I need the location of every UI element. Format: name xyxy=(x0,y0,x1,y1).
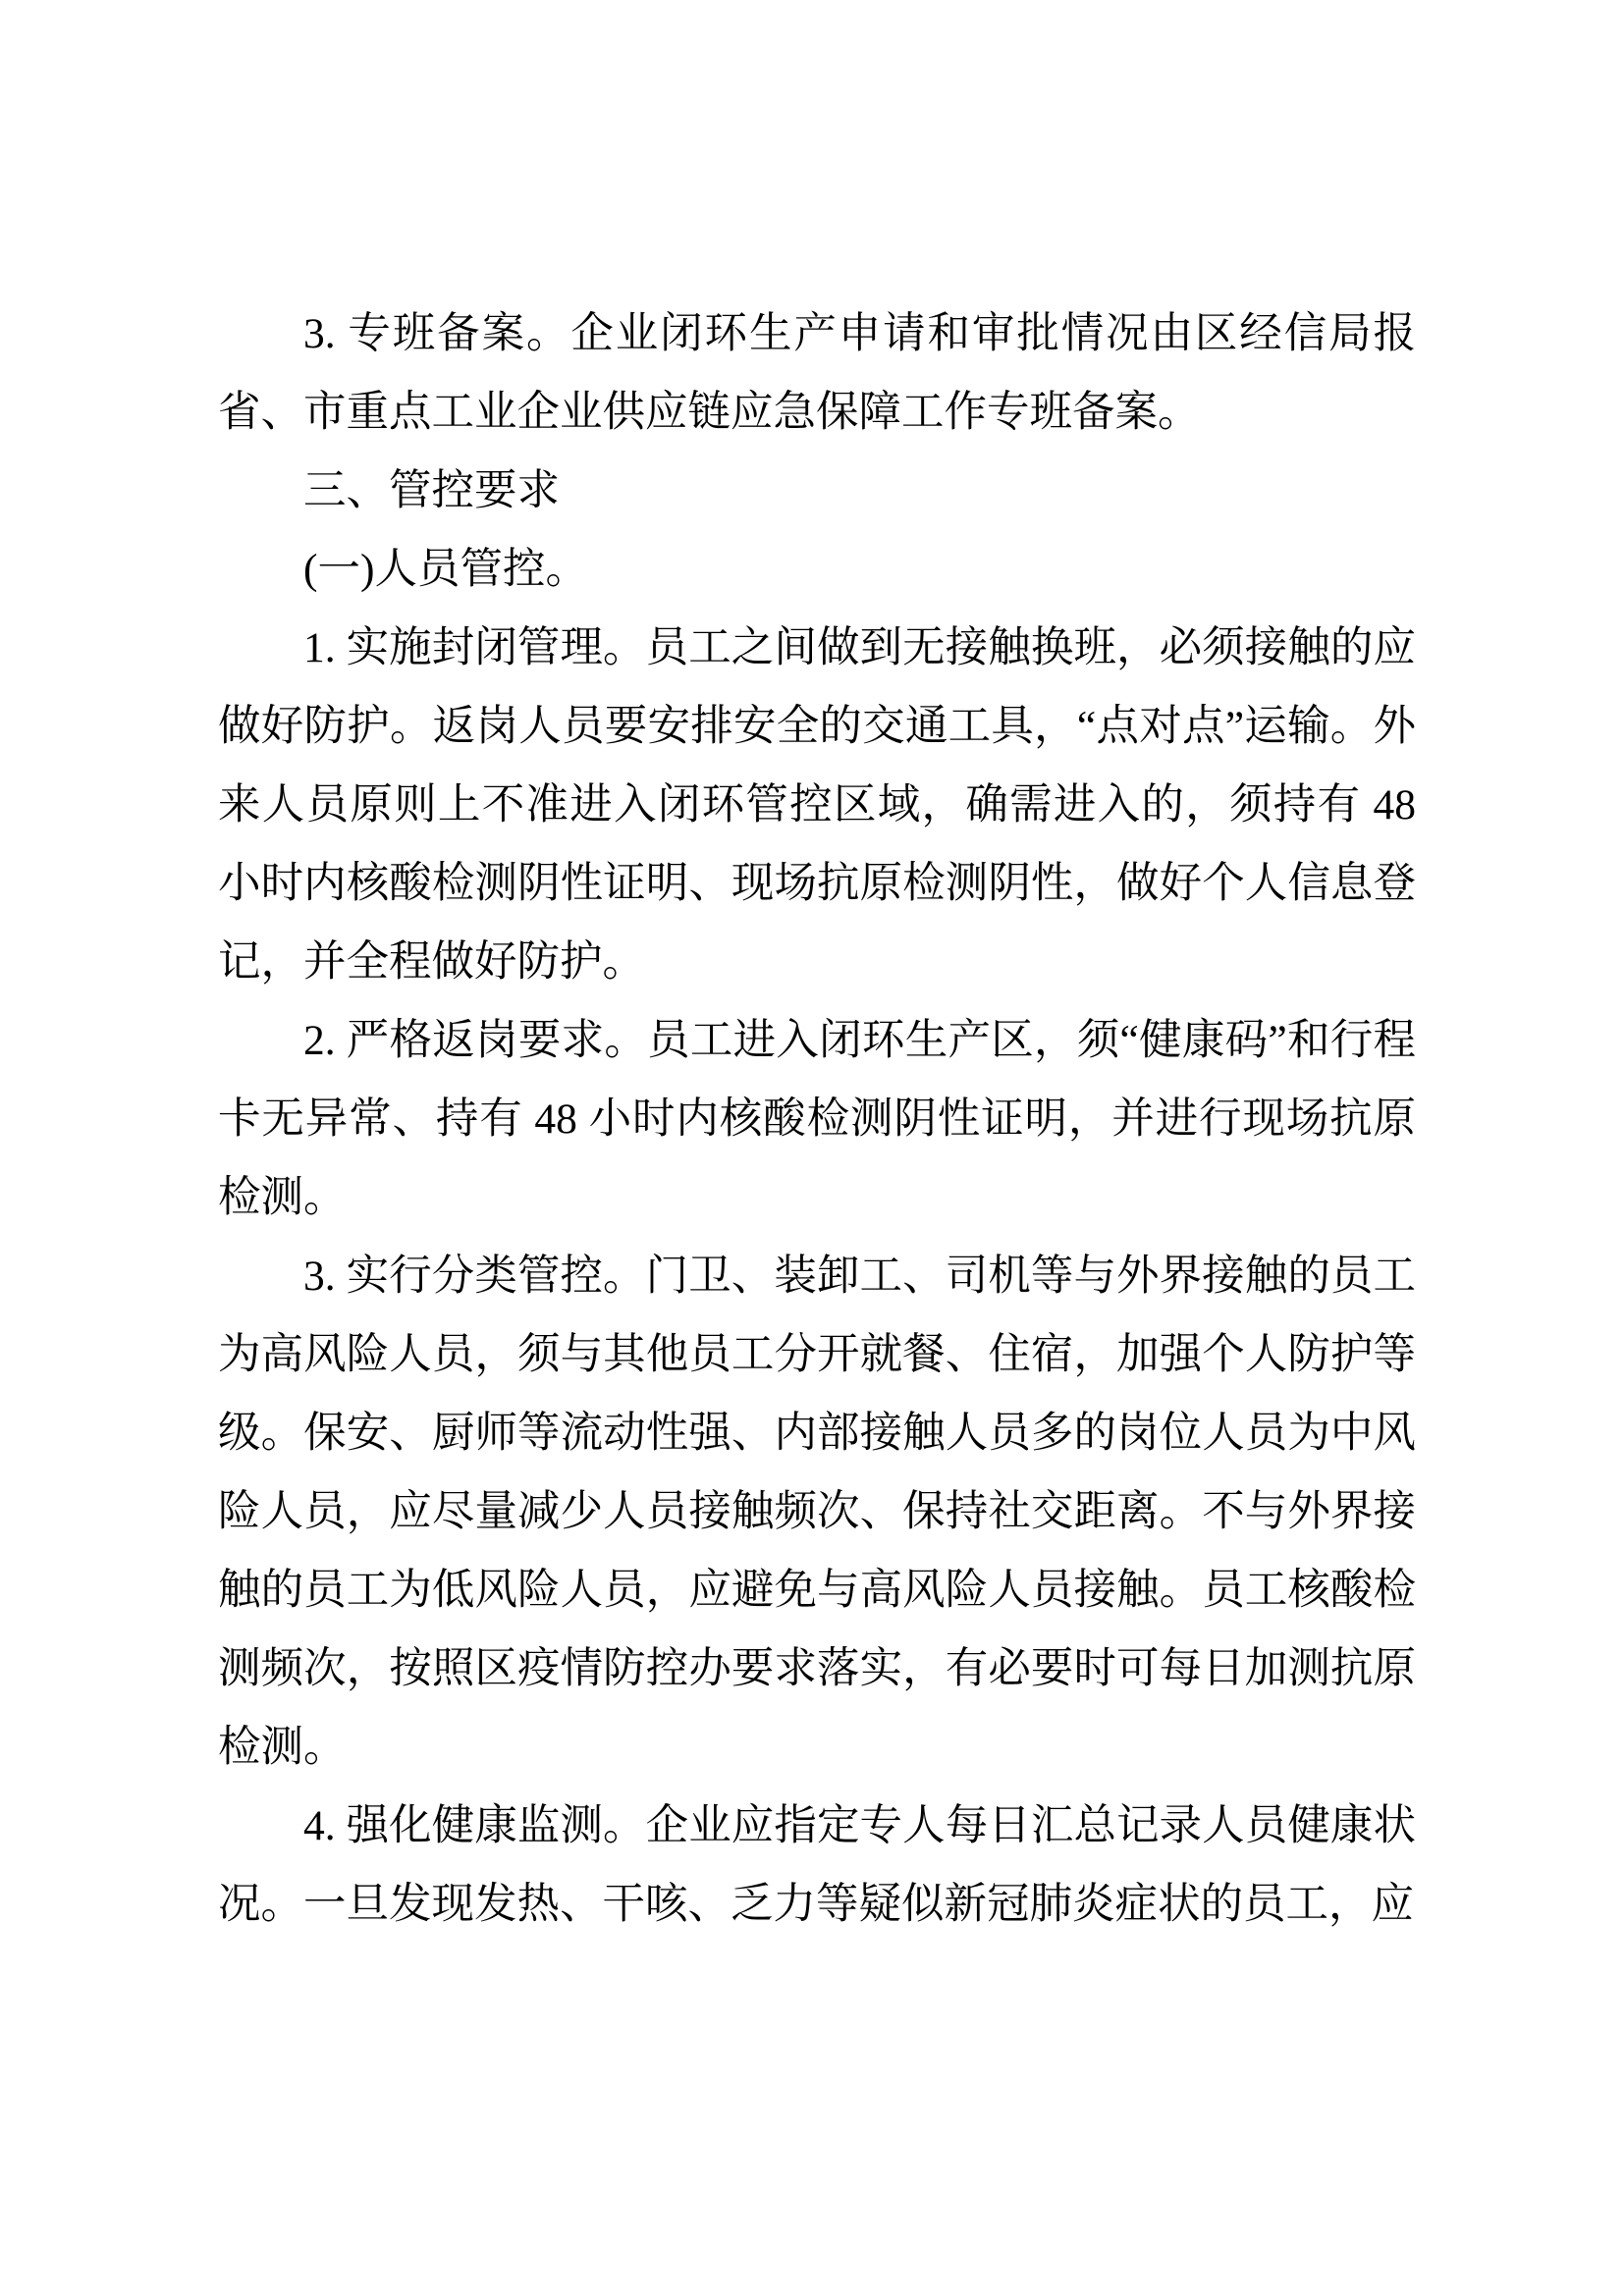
paragraph-classified-risk-control: 3. 实行分类管控。门卫、装卸工、司机等与外界接触的员工为高风险人员，须与其他员工分开就餐、住宿，加强个人防护等级。保安、厨师等流动性强、内部接触人员多的岗位人员为中风险人员，应尽量减少人员接触频次、保持社交距离。不与外界接触的员工为低风险人员，应避免与高风险人员接触。员工核酸检测频次，按照区疫情防控办要求落实，有必要时可每日加测抗原检测。 xyxy=(218,1253,1416,1771)
heading-section-control-requirements: 三、管控要求 xyxy=(303,467,560,514)
paragraph-taskforce-filing: 3. 专班备案。企业闭环生产申请和审批情况由区经信局报省、市重点工业企业供应链应急保障工作专班备案。 xyxy=(218,310,1416,436)
paragraph-health-monitoring: 4. 强化健康监测。企业应指定专人每日汇总记录人员健康状况。一旦发现发热、干咳、乏力等疑似新冠肺炎症状的员工，应 xyxy=(218,1802,1416,1928)
heading-subsection-personnel-control: (一)人员管控。 xyxy=(303,546,588,593)
paragraph-return-to-work-requirements: 2. 严格返岗要求。员工进入闭环生产区，须“健康码”和行程卡无异常、持有 48 小时内核酸检测阴性证明，并进行现场抗原检测。 xyxy=(218,1017,1416,1221)
paragraph-closed-management: 1. 实施封闭管理。员工之间做到无接触换班，必须接触的应做好防护。返岗人员要安排安全的交通工具，“点对点”运输。外来人员原则上不准进入闭环管控区域，确需进入的，须持有 48 小时内核酸检测阴性证明、现场抗原检测阴性，做好个人信息登记，并全程做好防护。 xyxy=(218,624,1416,986)
